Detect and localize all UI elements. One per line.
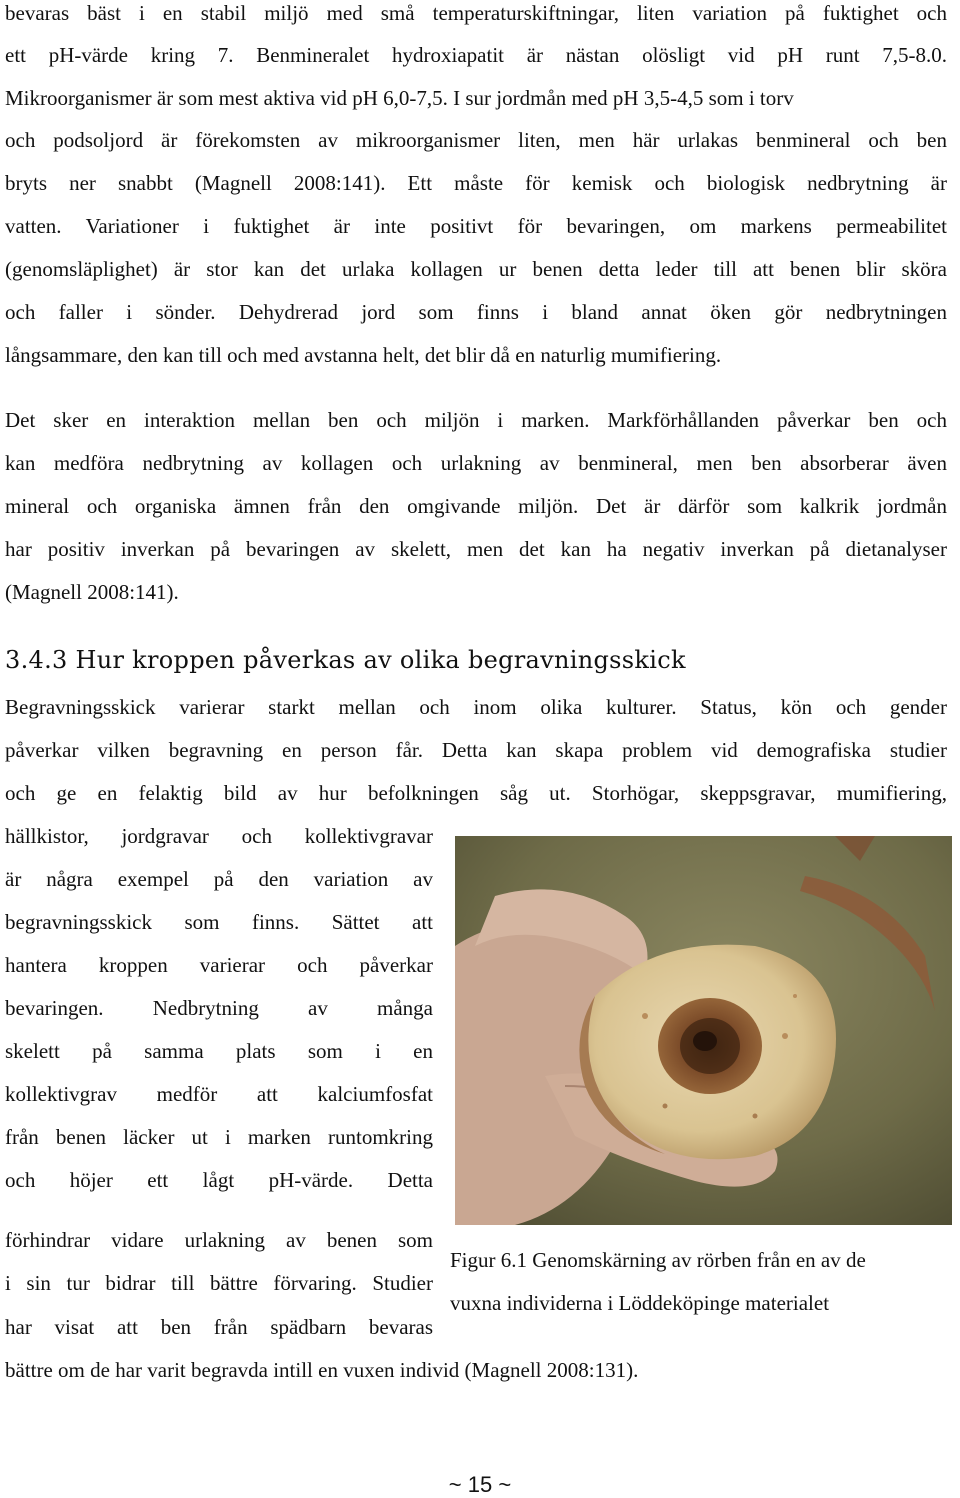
paragraph-line: bättre om de har varit begravda intill en vuxen individ (Magnell 2008:131). [5, 1358, 639, 1382]
figure-caption-line: Figur 6.1 Genomskärning av rörben från en av de [450, 1248, 866, 1272]
figure-caption-line: vuxna individerna i Löddeköpinge materialet [450, 1291, 830, 1315]
paragraph-line: kollektivgrav medför att kalciumfosfat [5, 1082, 433, 1106]
paragraph-line: påverkar vilken begravning en person får. Detta kan skapa problem vid demografiska studier [5, 738, 947, 762]
paragraph-line: från benen läcker ut i marken runtomkring [5, 1125, 433, 1149]
paragraph-line: (Magnell 2008:141). [5, 580, 179, 604]
paragraph-line: mineral och organiska ämnen från den omgivande miljön. Det är därför som kalkrik jordmån [5, 494, 947, 518]
paragraph-line: ett pH-värde kring 7. Benmineralet hydroxiapatit är nästan olösligt vid pH runt 7,5-8.0. [5, 43, 947, 67]
paragraph-line: vatten. Variationer i fuktighet är inte positivt för bevaringen, om markens permeabilitet [5, 214, 947, 238]
paragraph-line: och höjer ett lågt pH-värde. Detta [5, 1168, 433, 1192]
paragraph-line: bevaringen. Nedbrytning av många [5, 996, 433, 1020]
paragraph-line: hällkistor, jordgravar och kollektivgravar [5, 824, 433, 848]
paragraph-line: bryts ner snabbt (Magnell 2008:141). Ett måste för kemisk och biologisk nedbrytning är [5, 171, 947, 195]
paragraph-line: och podsoljord är förekomsten av mikroorganismer liten, men här urlakas benmineral och ben [5, 128, 947, 152]
section-heading: 3.4.3 Hur kroppen påverkas av olika begravningsskick [5, 646, 686, 674]
paragraph-line: i sin tur bidrar till bättre förvaring. Studier [5, 1271, 433, 1295]
paragraph-line: har positiv inverkan på bevaringen av skelett, men det kan ha negativ inverkan på dietanalyser [5, 537, 947, 561]
paragraph-line: Begravningsskick varierar starkt mellan och inom olika kulturer. Status, kön och gender [5, 695, 947, 719]
paragraph-line: (genomsläplighet) är stor kan det urlaka kollagen ur benen detta leder till att benen blir sköra [5, 257, 947, 281]
paragraph-line: förhindrar vidare urlakning av benen som [5, 1228, 433, 1252]
paragraph-line: har visat att ben från spädbarn bevaras [5, 1315, 433, 1339]
paragraph-line: begravningsskick som finns. Sättet att [5, 910, 433, 934]
paragraph-line: bevaras bäst i en stabil miljö med små temperaturskiftningar, liten variation på fuktighet och [5, 1, 947, 25]
paragraph-line: hantera kroppen varierar och påverkar [5, 953, 433, 977]
paragraph-line: Det sker en interaktion mellan ben och miljön i marken. Markförhållanden påverkar ben och [5, 408, 947, 432]
paragraph-line: skelett på samma plats som i en [5, 1039, 433, 1063]
paragraph-line: kan medföra nedbrytning av kollagen och urlakning av benmineral, men ben absorberar även [5, 451, 947, 475]
paragraph-line: långsammare, den kan till och med avstanna helt, det blir då en naturlig mumifiering. [5, 343, 722, 367]
paragraph-line: Mikroorganismer är som mest aktiva vid pH 6,0-7,5. I sur jordmån med pH 3,5-4,5 som i torv [5, 86, 794, 110]
paragraph-line: är några exempel på den variation av [5, 867, 433, 891]
paragraph-line: och faller i sönder. Dehydrerad jord som finns i bland annat öken gör nedbrytningen [5, 300, 947, 324]
page-number: ~ 15 ~ [448, 1472, 512, 1497]
bone-cross-section-photo [455, 836, 952, 1225]
paragraph-line: och ge en felaktig bild av hur befolkningen såg ut. Storhögar, skeppsgravar, mumifiering, [5, 781, 947, 805]
